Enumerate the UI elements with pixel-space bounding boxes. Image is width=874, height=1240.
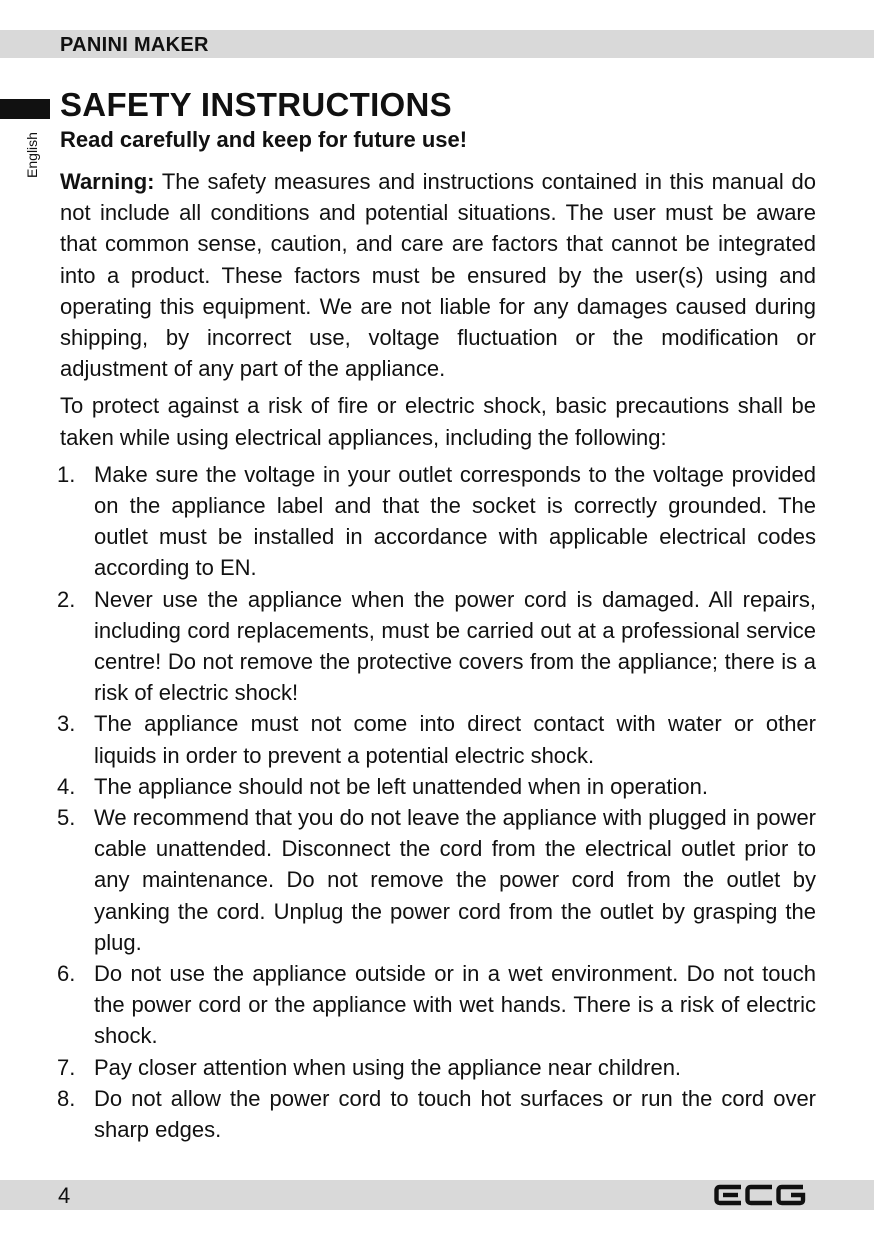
language-label: English <box>24 132 40 178</box>
list-item-text: Do not allow the power cord to touch hot surfaces or run the cord over sharp edges. <box>94 1085 816 1143</box>
intro-paragraph: To protect against a risk of fire or electric shock, basic precautions shall be taken while using electrical appliances, including the following: <box>60 393 816 450</box>
list-item <box>57 1052 816 1083</box>
list-item-text: Do not use the appliance outside or in a wet environment. Do not touch the power cord or the appliance with wet hands. There is a risk of electric shock. <box>94 961 816 1049</box>
list-item-text: Never use the appliance when the power cord is damaged. All repairs, including cord replacements, must be carried out at a professional service centre! Do not remove the protective covers from the appliance; there is a risk of electric shock! <box>94 586 816 706</box>
list-item-number: 8. <box>57 1085 76 1111</box>
list-item <box>57 459 816 584</box>
list-item <box>57 708 816 770</box>
list-item <box>57 1083 816 1145</box>
list-item-number: 1. <box>57 461 76 487</box>
page-number: 4 <box>58 1183 71 1208</box>
list-item-number: 7. <box>57 1054 76 1080</box>
instruction-list <box>57 459 816 1145</box>
list-item <box>57 958 816 1052</box>
list-item-text: The appliance must not come into direct contact with water or other liquids in order to prevent a potential electric shock. <box>94 711 816 768</box>
list-item-text: We recommend that you do not leave the appliance with plugged in power cable unattended. Disconnect the cord from the electrical outlet prior to any maintenance. Do not remove the power cord from the outlet by yanking the cord. Unplug the power cord from the outlet by grasping the plug. <box>94 805 816 955</box>
warning-label: Warning: <box>60 169 155 194</box>
list-item-number: 2. <box>57 586 76 612</box>
section-title: SAFETY INSTRUCTIONS <box>60 86 452 123</box>
warning-paragraph <box>60 166 816 384</box>
list-item-number: 5. <box>57 805 76 831</box>
ecg-logo <box>714 1184 806 1206</box>
warning-text: The safety measures and instructions contained in this manual do not include all conditions and potential situations. The user must be aware that common sense, caution, and care are factors that cannot be integrated into a product. These factors must be ensured by the user(s) using and operating this equipment. We are not liable for any damages caused during shipping, by incorrect use, voltage fluctuation or the modification or adjustment of any part of the appliance. <box>60 169 816 382</box>
list-item-number: 6. <box>57 961 76 987</box>
list-item <box>57 771 816 802</box>
list-item-text: Pay closer attention when using the appliance near children. <box>94 1054 682 1080</box>
main-content <box>57 86 816 1145</box>
section-subtitle: Read carefully and keep for future use! <box>60 127 468 152</box>
list-item-number: 4. <box>57 773 76 799</box>
list-item <box>57 584 816 709</box>
list-item-text: The appliance should not be left unattended when in operation. <box>94 773 709 799</box>
product-title: PANINI MAKER <box>60 34 209 56</box>
list-item-text: Make sure the voltage in your outlet corresponds to the voltage provided on the appliance label and that the socket is correctly grounded. The outlet must be installed in accordance with applicable electrical codes according to EN. <box>94 461 816 581</box>
list-item <box>57 802 816 958</box>
list-item-number: 3. <box>57 711 76 737</box>
language-marker-bar <box>0 99 50 119</box>
